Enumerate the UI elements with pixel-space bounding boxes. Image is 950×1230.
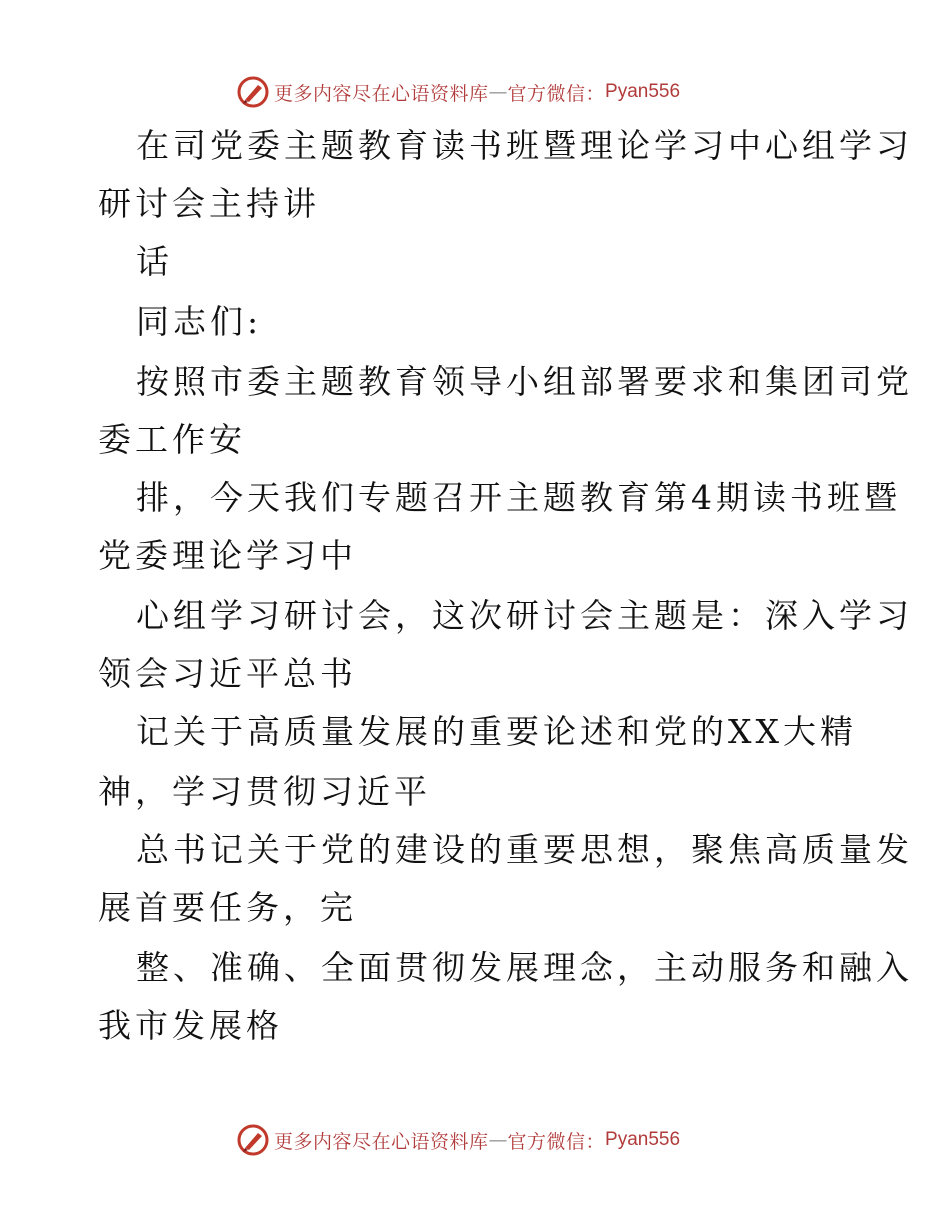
banner-label: 官方微信： [507,1130,606,1153]
banner-main-text: 更多内容尽在心语资料库 [274,1130,489,1153]
text-line: 同志们: [136,302,263,341]
banner-dash: — [488,81,508,103]
text-line: 排，今天我们专题召开主题教育第4期读书班暨 [136,478,901,517]
text-line: 领会习近平总书 [98,654,357,693]
text-line: 记关于高质量发展的重要论述和党的XX大精 [136,712,857,751]
footer-banner-content [236,1120,680,1160]
text-line: 委工作安 [98,420,246,459]
text-line: 在司党委主题教育读书班暨理论学习中心组学习 [136,126,913,165]
text-line: 整、准确、全面贯彻发展理念，主动服务和融入 [136,948,913,987]
footer-banner [0,1120,950,1160]
text-line: 党委理论学习中 [98,536,357,575]
text-line: 心组学习研讨会，这次研讨会主题是：深入学习 [136,596,913,635]
banner-wechat-id: Pyan556 [605,81,681,102]
banner-main-text: 更多内容尽在心语资料库 [274,82,489,105]
text-line: 我市发展格 [98,1006,283,1045]
pen-logo-icon [236,1123,270,1157]
banner-wechat-id: Pyan556 [605,1129,681,1150]
text-line: 神，学习贯彻习近平 [98,772,431,811]
header-banner [0,72,950,112]
pen-logo-icon [236,75,270,109]
text-line: 展首要任务，完 [98,888,357,927]
text-line: 按照市委主题教育领导小组部署要求和集团司党 [136,362,913,401]
text-line: 研讨会主持讲 [98,184,320,223]
text-line: 话 [136,242,173,281]
banner-dash: — [488,1129,508,1151]
header-banner-content [236,72,680,112]
text-line: 总书记关于党的建设的重要思想，聚焦高质量发 [136,830,913,869]
banner-label: 官方微信： [507,82,606,105]
